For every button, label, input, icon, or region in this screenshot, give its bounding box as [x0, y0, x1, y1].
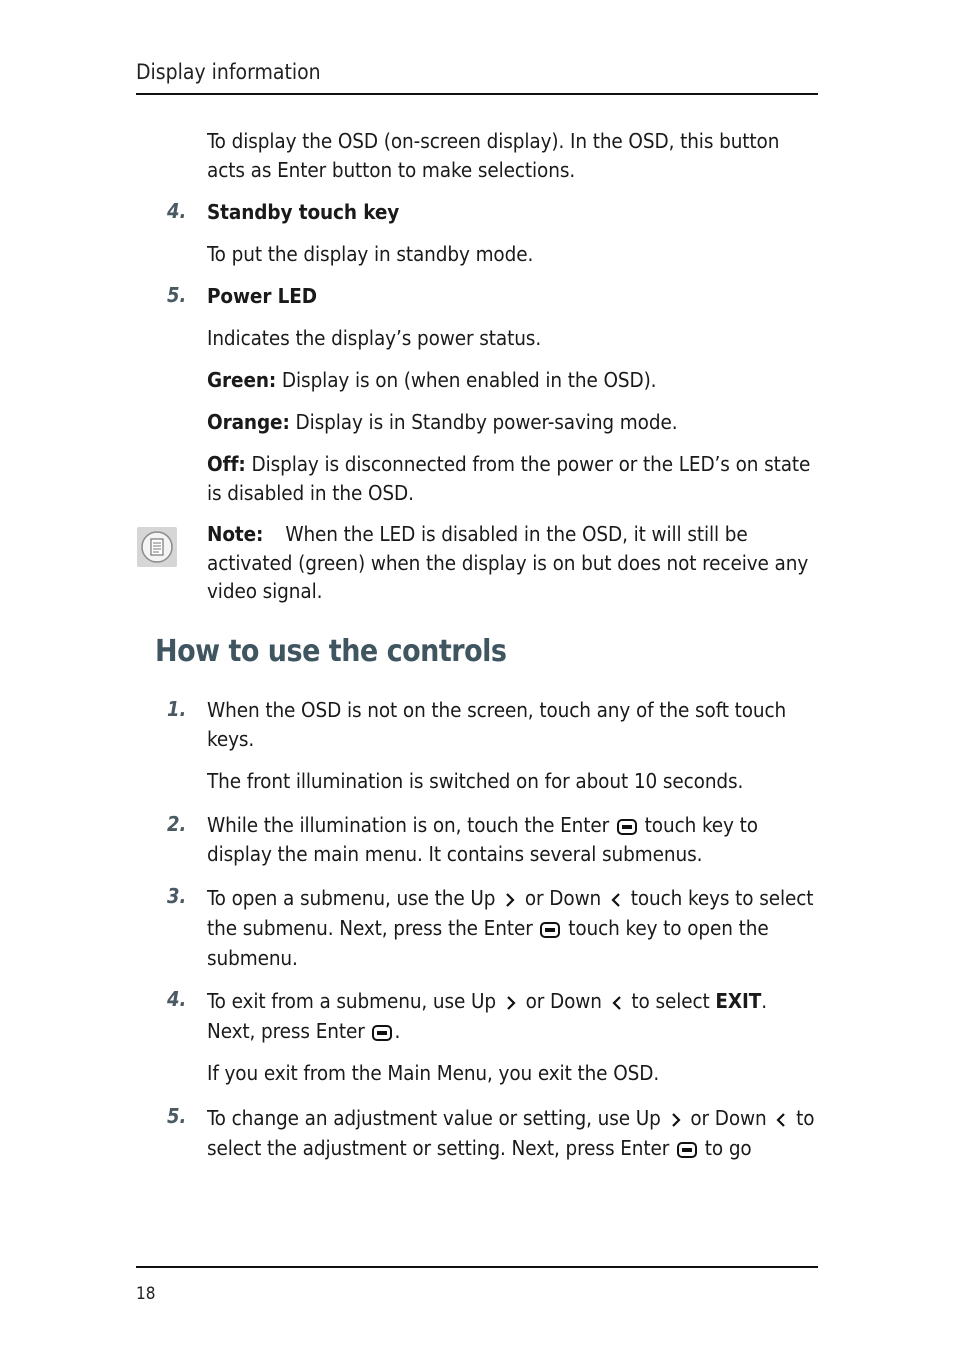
- led-off-line: Off: Display is disconnected from the power or the LED’s on state is disabled in the OSD.: [207, 452, 811, 505]
- item-title: Standby touch key: [207, 200, 400, 224]
- led-green-line: Green: Display is on (when enabled in the OSD).: [207, 368, 657, 392]
- down-arrow-icon: [610, 995, 624, 1011]
- step-number: 3.: [167, 884, 187, 908]
- note-paragraph: Note: When the LED is disabled in the OSD, it will still be activated (green) when the display is on but does not receive any video signal.: [207, 522, 809, 603]
- up-arrow-icon: [669, 1112, 683, 1128]
- item-description: To put the display in standby mode.: [207, 242, 534, 266]
- item-title: Power LED: [207, 284, 318, 308]
- note-document-icon: [137, 527, 177, 567]
- up-arrow-icon: [503, 892, 517, 908]
- down-arrow-icon: [774, 1112, 788, 1128]
- step-extra: The front illumination is switched on for about 10 seconds.: [207, 769, 744, 793]
- down-arrow-icon: [609, 892, 623, 908]
- up-arrow-icon: [504, 995, 518, 1011]
- enter-key-icon: [617, 819, 637, 835]
- item-description: Indicates the display’s power status.: [207, 326, 542, 350]
- step-text: To change an adjustment value or setting, use Up or Down to select the adjustment or setting. Next, press Enter to go: [207, 1106, 815, 1160]
- step-text: To open a submenu, use the Up or Down touch keys to select the submenu. Next, press the Enter touch key to open the submenu.: [207, 886, 814, 970]
- led-orange-line: Orange: Display is in Standby power-saving mode.: [207, 410, 678, 434]
- enter-key-icon: [677, 1142, 697, 1158]
- item-number: 5.: [167, 283, 187, 307]
- step-text: When the OSD is not on the screen, touch any of the soft touch keys.: [207, 698, 787, 751]
- enter-key-icon: [372, 1025, 392, 1041]
- page-number: 18: [136, 1284, 156, 1304]
- enter-key-icon: [540, 922, 560, 938]
- header-rule: [136, 93, 818, 95]
- footer-rule: [136, 1266, 818, 1268]
- header-section-title: Display information: [136, 60, 321, 84]
- item-number: 4.: [167, 199, 187, 223]
- step-extra: If you exit from the Main Menu, you exit the OSD.: [207, 1061, 660, 1085]
- step-text: To exit from a submenu, use Up or Down to select EXIT. Next, press Enter .: [207, 989, 768, 1043]
- step-number: 5.: [167, 1104, 187, 1128]
- section-heading: How to use the controls: [155, 634, 507, 669]
- step-text: While the illumination is on, touch the Enter touch key to display the main menu. It contains several submenus.: [207, 813, 758, 866]
- intro-paragraph: To display the OSD (on-screen display). In the OSD, this button acts as Enter button to make selections.: [207, 129, 780, 182]
- step-number: 2.: [167, 812, 187, 836]
- step-number: 4.: [167, 987, 187, 1011]
- step-number: 1.: [167, 697, 187, 721]
